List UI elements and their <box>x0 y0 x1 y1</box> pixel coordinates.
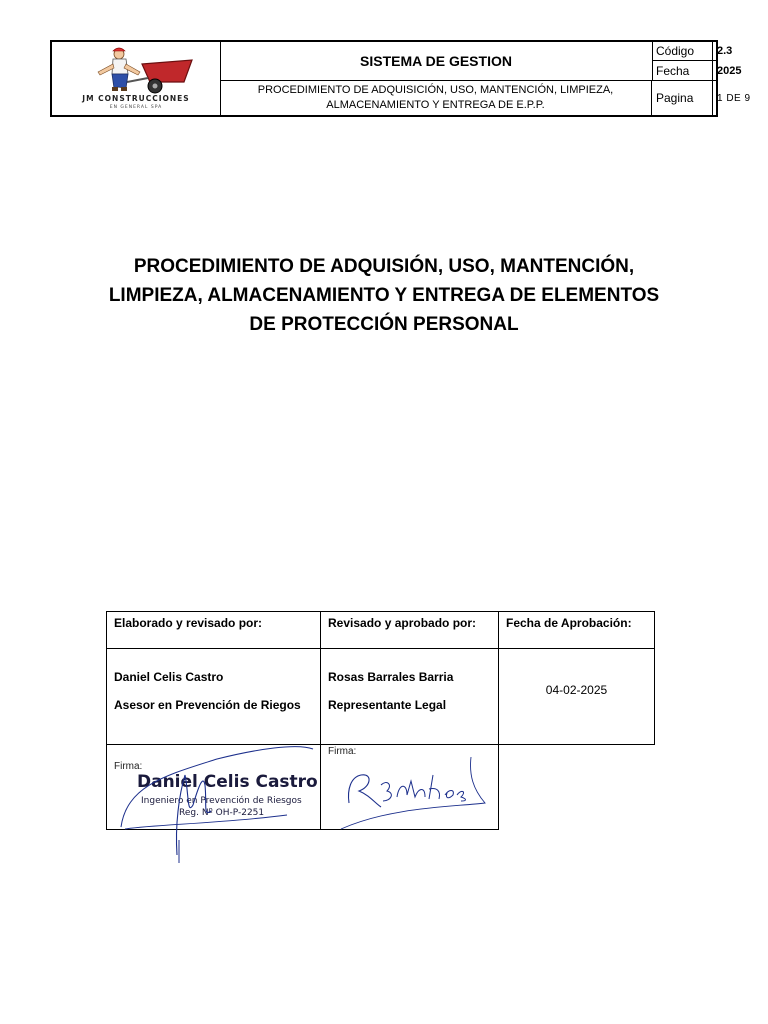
page-label: Pagina <box>653 81 713 115</box>
author-role: Asesor en Prevención de Riegos <box>114 698 301 712</box>
approver-signature-cell <box>320 744 499 830</box>
logo-cell <box>52 42 221 115</box>
approver-cell <box>320 648 499 745</box>
approval-header-author: Elaborado y revisado por: <box>106 611 321 649</box>
approval-date-cell <box>498 648 655 745</box>
document-header <box>50 40 751 117</box>
approval-header-date: Fecha de Aprobación: <box>498 611 655 649</box>
main-title-line-3: DE PROTECCIÓN PERSONAL <box>249 314 519 335</box>
signature-label-approver: Firma: <box>328 746 357 757</box>
author-signature <box>107 745 322 875</box>
approver-role: Representante Legal <box>328 698 447 712</box>
approver-name: Rosas Barrales Barria <box>328 670 454 684</box>
code-label: Código <box>653 42 713 60</box>
document-main-title <box>90 252 678 339</box>
code-value: 2.3 <box>717 45 733 57</box>
author-name: Daniel Celis Castro <box>114 670 224 684</box>
approver-signature <box>321 745 500 831</box>
date-label: Fecha <box>653 61 713 80</box>
author-signature-cell <box>106 744 321 830</box>
main-title-line-2: LIMPIEZA, ALMACENAMIENTO Y ENTREGA DE ELEMENTOS <box>108 285 660 306</box>
author-cell <box>106 648 321 745</box>
company-subtitle: EN GENERAL SPA <box>109 105 163 110</box>
system-title: SISTEMA DE GESTION <box>220 42 653 81</box>
date-value: 2025 <box>717 64 742 77</box>
approval-date: 04-02-2025 <box>545 683 608 697</box>
main-title-line-1: PROCEDIMIENTO DE ADQUISIÓN, USO, MANTENCIÓN, <box>133 256 635 277</box>
procedure-title: PROCEDIMIENTO DE ADQUISICIÓN, USO, MANTENCIÓN, LIMPIEZA, ALMACENAMIENTO Y ENTREGA DE E.P.P. <box>220 80 652 115</box>
signature-stamp-reg: Reg. Nº OH-P-2251 <box>179 808 265 818</box>
page-value: 1 DE 9 <box>717 92 751 104</box>
signature-stamp-name: Daniel Celis Castro <box>137 772 318 792</box>
company-name: JM CONSTRUCCIONES <box>82 94 190 103</box>
signature-label-author: Firma: <box>114 761 143 772</box>
signature-stamp-title: Ingeniero en Prevención de Riesgos <box>141 796 302 806</box>
approval-header-approver: Revisado y aprobado por: <box>320 611 499 649</box>
